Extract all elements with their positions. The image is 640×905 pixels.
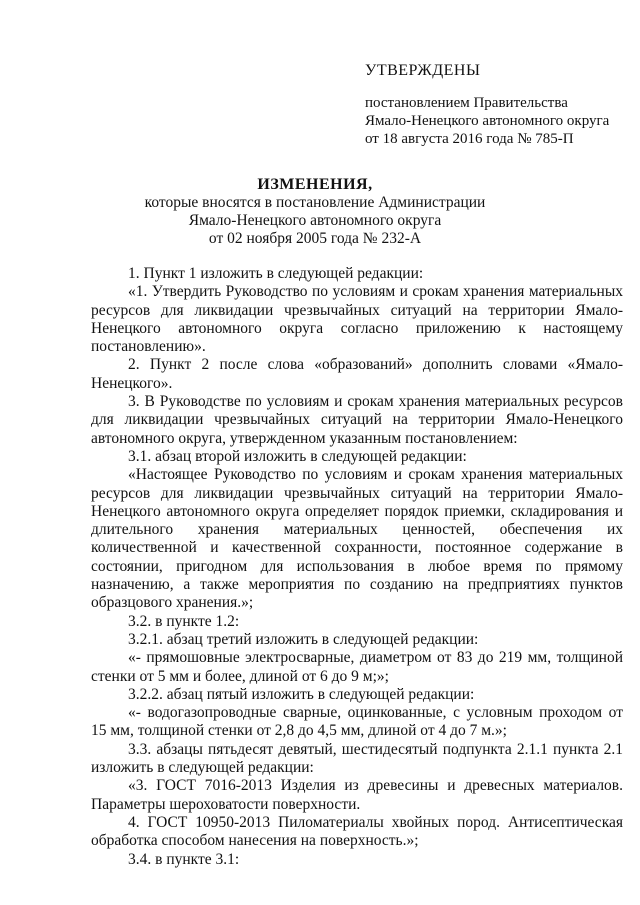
paragraph: 3.1. абзац второй изложить в следующей редакции: <box>128 447 467 465</box>
title-line-3: от 02 ноября 2005 года № 232-А <box>208 230 422 247</box>
approval-line-2: Ямало-Ненецкого автономного округа <box>365 113 610 129</box>
paragraph: 3.2.2. абзац пятый изложить в следующей редакции: <box>128 685 475 703</box>
paragraph: «1. Утвердить Руководство по условиям и срокам хранения материальных ресурсов для ликвидации чрезвычайных ситуаций на территории Ямало-Ненецкого автономного округа согласно приложению к настоящему постановлению». <box>91 283 623 356</box>
approval-line-1: постановлением Правительства <box>365 95 568 111</box>
approval-block <box>365 62 625 148</box>
paragraph: 3.4. в пункте 3.1: <box>128 850 240 868</box>
title-line-1: которые вносятся в постановление Администрации <box>144 194 486 211</box>
paragraph: «- водогазопроводные сварные, оцинкованные, с условным проходом от 15 мм, толщиной стенки от 2,8 до 4,5 мм, длиной от 4 до 7 м.»; <box>91 704 623 740</box>
paragraph: 3.2. в пункте 1.2: <box>128 612 240 630</box>
paragraph: 1. Пункт 1 изложить в следующей редакции: <box>128 265 424 282</box>
document-title <box>90 176 540 248</box>
document-body <box>91 265 623 869</box>
paragraph: 3.2.1. абзац третий изложить в следующей редакции: <box>128 630 479 648</box>
paragraph: «3. ГОСТ 7016-2013 Изделия из древесины и древесных материалов. Параметры шероховатости поверхности. <box>91 777 623 813</box>
title-line-2: Ямало-Ненецкого автономного округа <box>188 212 442 229</box>
approval-line-3: от 18 августа 2016 года № 785-П <box>365 131 574 147</box>
paragraph: 2. Пункт 2 после слова «образований» дополнить словами «Ямало-Ненецкого». <box>91 356 623 392</box>
paragraph: «- прямошовные электросварные, диаметром от 83 до 219 мм, толщиной стенки от 5 мм и более, длиной от 6 до 9 м;»; <box>91 649 623 685</box>
paragraph: «Настоящее Руководство по условиям и срокам хранения материальных ресурсов для ликвидации чрезвычайных ситуаций на территории Ямало-Ненецкого автономного округа определяет порядок приемки, складирования и длительного хранения материальных ценностей, обеспечения их количественной и качественной сохранности, постоянное содержание в состоянии, пригодном для использования в любое время по прямому назначению, а также мероприятия по созданию на предприятиях пунктов образцового хранения.»; <box>91 466 623 612</box>
paragraph: 3. В Руководстве по условиям и срокам хранения материальных ресурсов для ликвидации чрезвычайных ситуаций на территории Ямало-Ненецкого автономного округа, утвержденном указанным постановлением: <box>91 393 623 447</box>
paragraph: 3.3. абзацы пятьдесят девятый, шестидесятый подпункта 2.1.1 пункта 2.1 изложить в следующей редакции: <box>91 740 623 777</box>
title-main: ИЗМЕНЕНИЯ, <box>257 176 373 193</box>
approval-heading: УТВЕРЖДЕНЫ <box>365 62 481 79</box>
paragraph: 4. ГОСТ 10950-2013 Пиломатериалы хвойных пород. Антисептическая обработка способом нанесения на поверхность.»; <box>91 813 623 850</box>
